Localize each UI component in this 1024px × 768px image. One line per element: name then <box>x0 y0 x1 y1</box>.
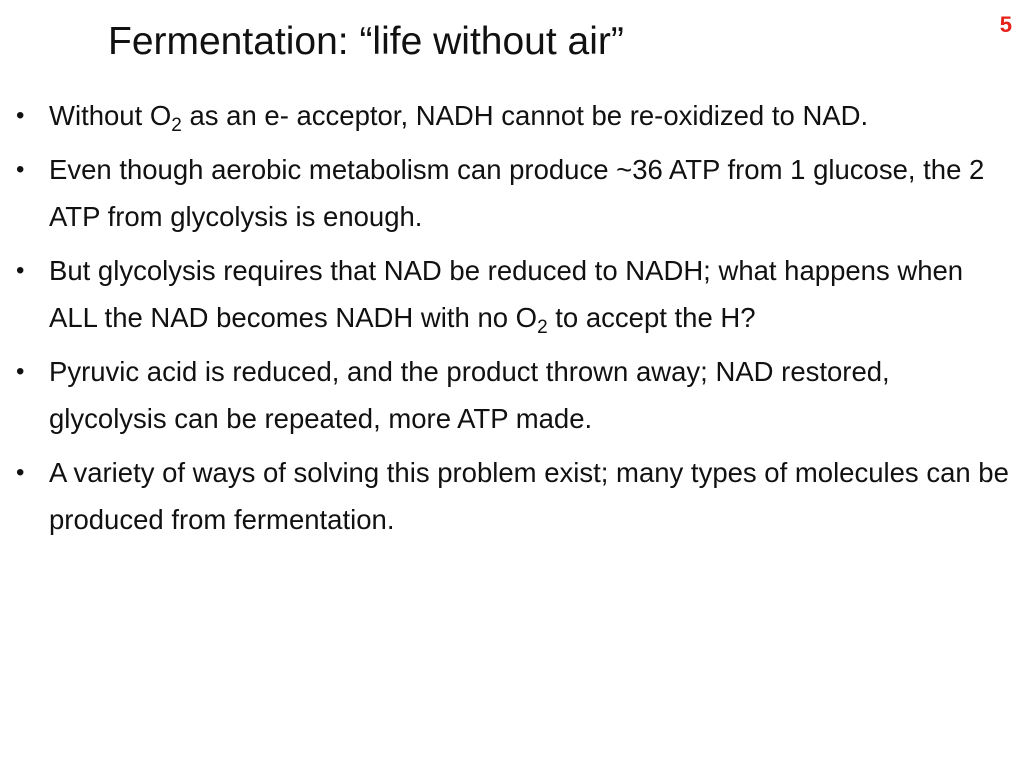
slide-title: Fermentation: “life without air” <box>108 20 624 63</box>
bullet-text <box>49 255 964 338</box>
bullet-item <box>14 449 1014 543</box>
bullet-marker: • <box>16 459 25 486</box>
bullet-text-part: to accept the H? <box>547 302 756 333</box>
bullet-marker: • <box>16 156 25 183</box>
subscript: 2 <box>171 115 182 136</box>
bullet-text-part: as an e- acceptor, NADH cannot be re-oxidized to NAD. <box>181 100 869 131</box>
bullet-text: A variety of ways of solving this problem exist; many types of molecules can be produced from fermentation. <box>49 457 1009 535</box>
bullet-text-part: Without O <box>49 100 172 131</box>
slide-number: 5 <box>999 12 1012 37</box>
bullet-item <box>14 247 1014 341</box>
bullet-marker: • <box>16 358 25 385</box>
bullet-text: Pyruvic acid is reduced, and the product thrown away; NAD restored, glycolysis can be repeated, more ATP made. <box>49 356 890 434</box>
bullet-item <box>14 146 1014 240</box>
bullet-item <box>14 92 1014 139</box>
bullet-text-part: But glycolysis requires that NAD be reduced to NADH; what happens when ALL the NAD becomes NADH with no O <box>49 255 964 333</box>
bullet-text <box>49 100 869 136</box>
bullet-item <box>14 348 1014 442</box>
bullet-marker: • <box>16 257 25 284</box>
bullet-text: Even though aerobic metabolism can produce ~36 ATP from 1 glucose, the 2 ATP from glycolysis is enough. <box>49 154 985 232</box>
bullet-list <box>14 92 1014 550</box>
bullet-marker: • <box>16 102 25 129</box>
subscript: 2 <box>537 317 548 338</box>
